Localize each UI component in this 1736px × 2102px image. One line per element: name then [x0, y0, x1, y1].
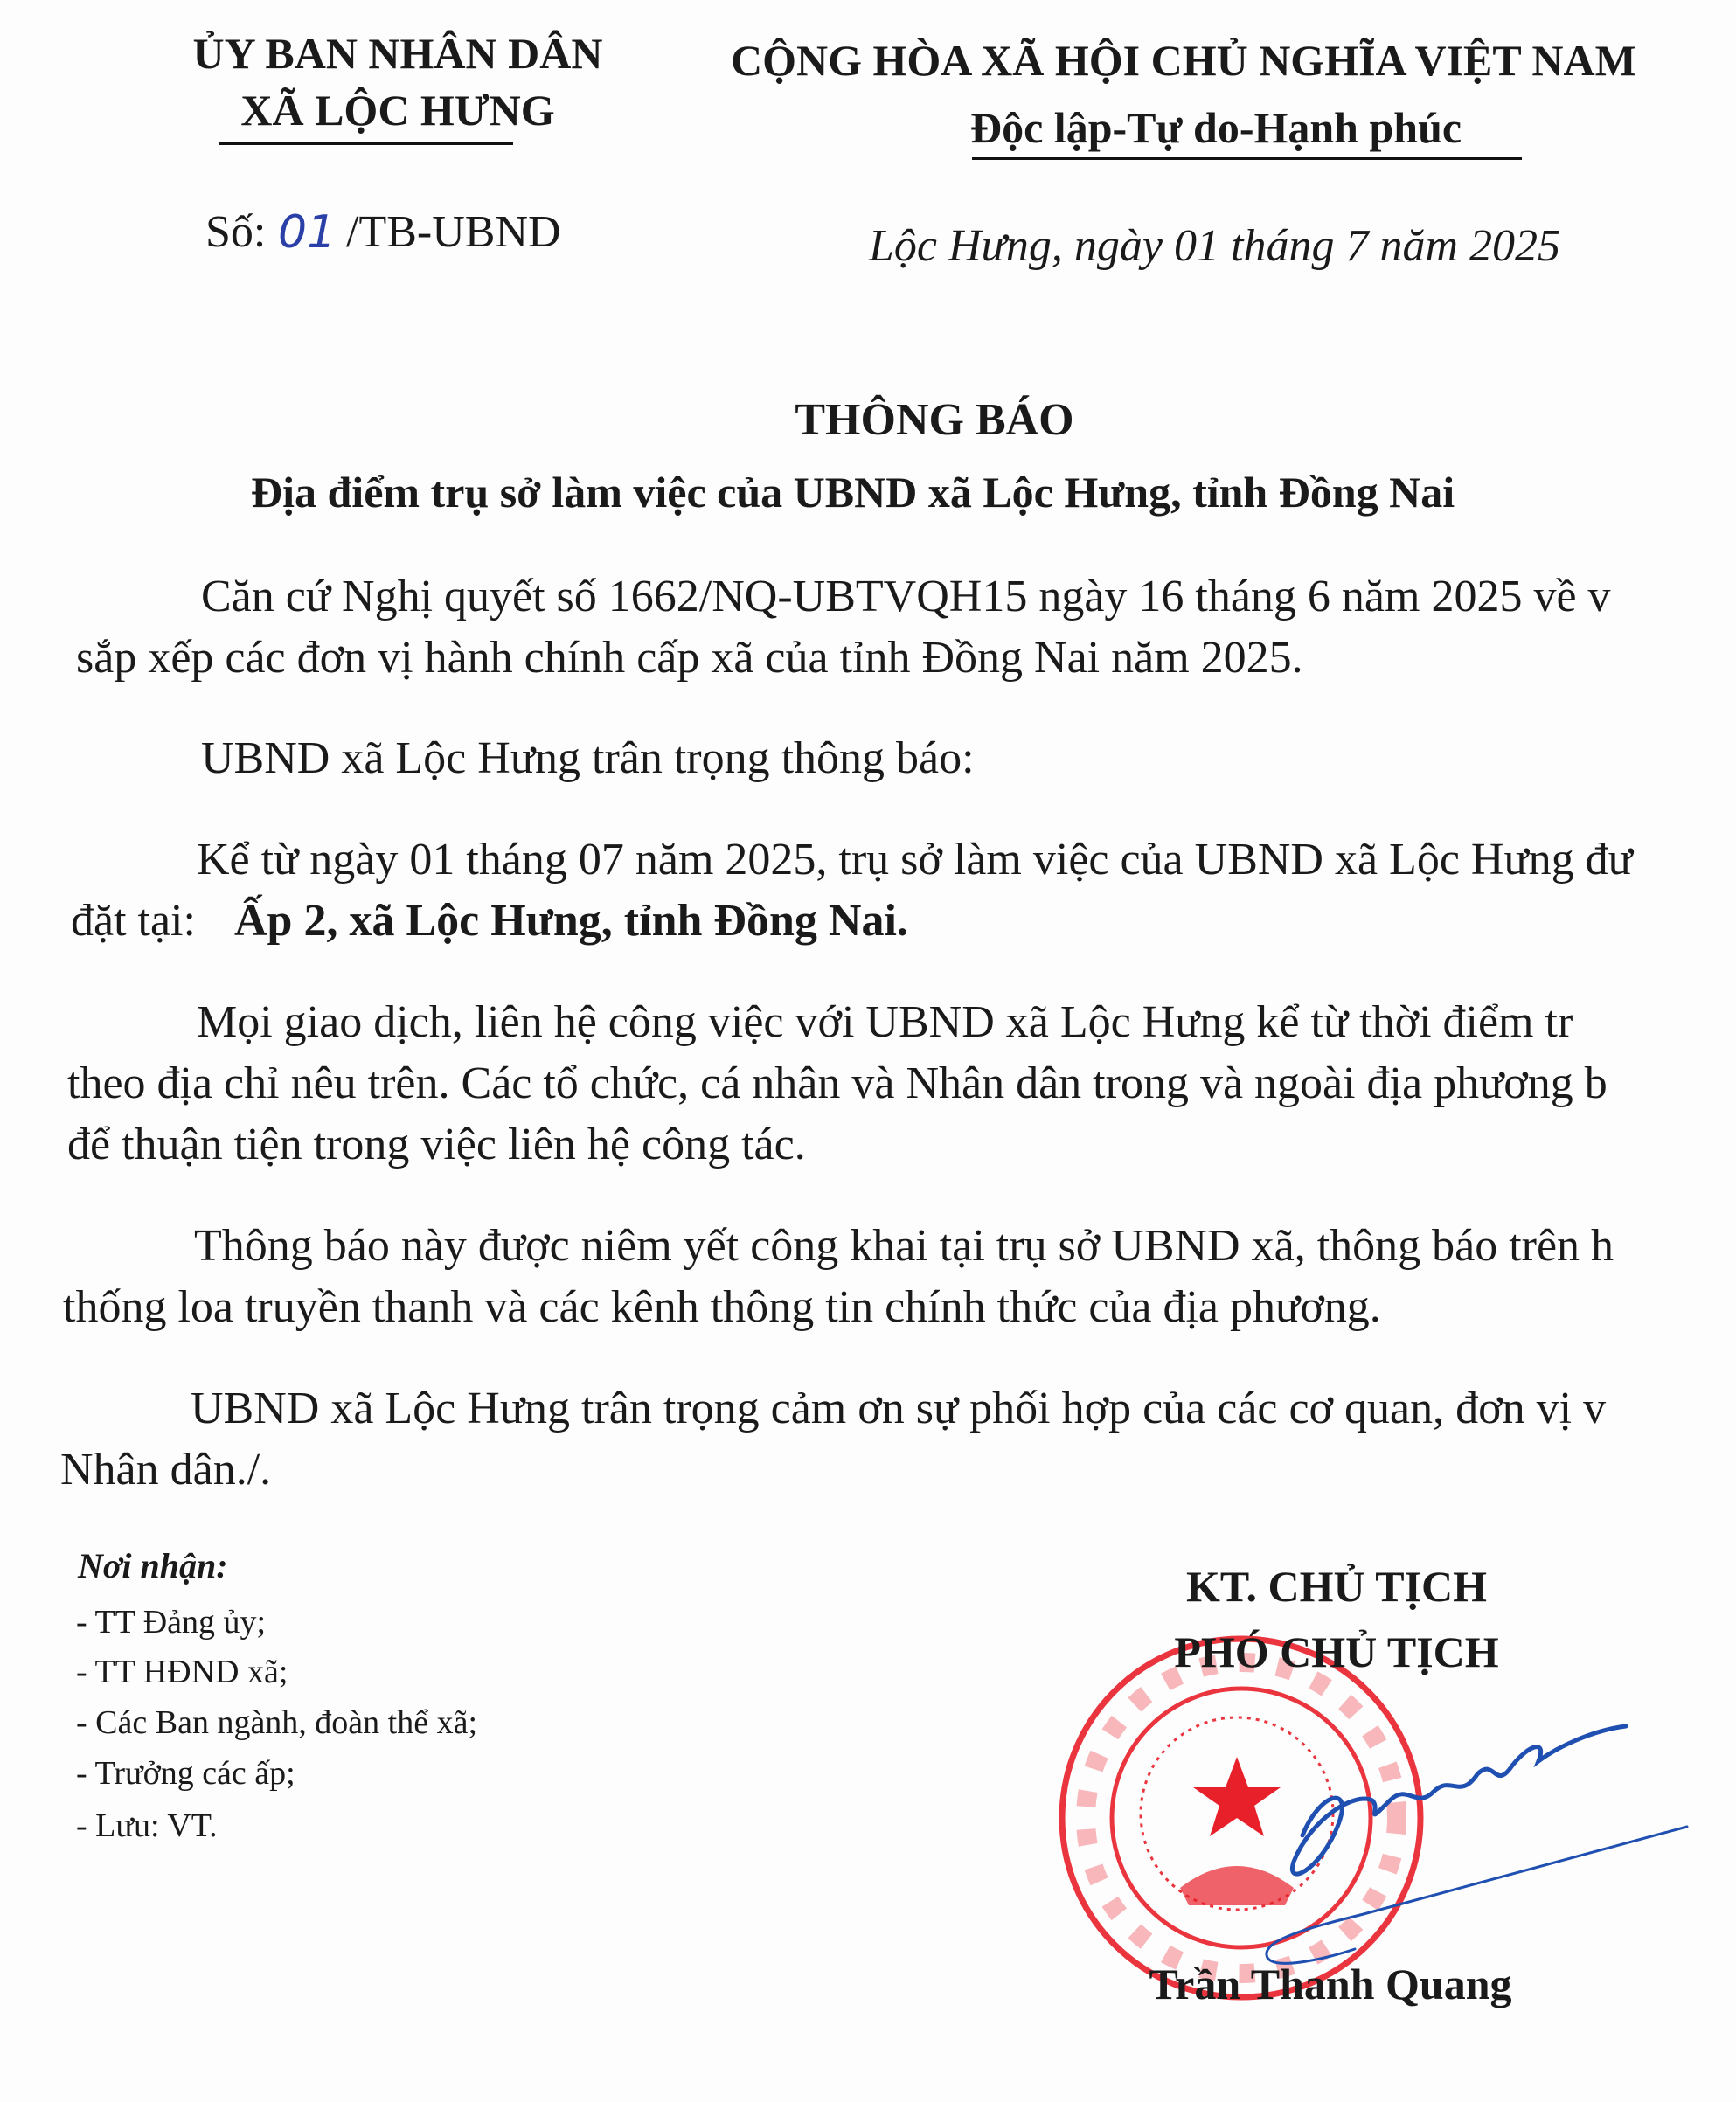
motto-underline: [972, 157, 1522, 160]
national-motto: Độc lập-Tự do-Hạnh phúc: [970, 103, 1462, 152]
para4-line1: Mọi giao dịch, liên hệ công việc với UBND xã Lộc Hưng kể từ thời điểm tr: [197, 997, 1573, 1047]
document-subtitle: Địa điểm trụ sở làm việc của UBND xã Lộc Hưng, tỉnh Đồng Nai: [251, 468, 1455, 517]
signer-name: Trần Thanh Quang: [1149, 1960, 1512, 2008]
issuer-line1: ỦY BAN NHÂN DÂN: [192, 29, 603, 78]
para1-line2: sắp xếp các đơn vị hành chính cấp xã của tỉnh Đồng Nai năm 2025.: [76, 633, 1303, 683]
para6-line2: Nhân dân./.: [60, 1445, 272, 1495]
recipient-item: - Các Ban ngành, đoàn thể xã;: [76, 1704, 478, 1741]
recipient-item: - Trưởng các ấp;: [76, 1755, 295, 1792]
document-title: THÔNG BÁO: [795, 395, 1074, 445]
date-line: Lộc Hưng, ngày 01 tháng 7 năm 2025: [869, 221, 1560, 271]
number-prefix: Số:: [205, 207, 267, 257]
handwritten-signature: [1206, 1661, 1696, 1993]
para1-line1: Căn cứ Nghị quyết số 1662/NQ-UBTVQH15 ngày 16 tháng 6 năm 2025 về v: [201, 572, 1611, 621]
issuer-line2: XÃ LỘC HƯNG: [240, 86, 555, 135]
para4-line2: theo địa chỉ nêu trên. Các tổ chức, cá nhân và Nhân dân trong và ngoài địa phương b: [67, 1058, 1608, 1108]
number-suffix: /TB-UBND: [346, 207, 561, 257]
para2-line1: UBND xã Lộc Hưng trân trọng thông báo:: [201, 733, 975, 783]
para5-line2: thống loa truyền thanh và các kênh thông tin chính thức của địa phương.: [63, 1282, 1381, 1332]
office-address: Ấp 2, xã Lộc Hưng, tỉnh Đồng Nai.: [234, 896, 908, 946]
signer-title: PHÓ CHỦ TỊCH: [1174, 1627, 1499, 1676]
recipient-item: - TT HĐND xã;: [76, 1654, 288, 1690]
recipient-item: - TT Đảng ủy;: [76, 1604, 267, 1641]
recipient-item: - Lưu: VT.: [76, 1807, 218, 1844]
para4-line3: để thuận tiện trong việc liên hệ công tác.: [67, 1120, 806, 1169]
signer-authority: KT. CHỦ TỊCH: [1185, 1562, 1488, 1611]
issuer-underline: [219, 142, 513, 145]
address-label: đặt tại:: [71, 896, 196, 946]
national-title: CỘNG HÒA XÃ HỘI CHỦ NGHĨA VIỆT NAM: [731, 36, 1636, 85]
para5-line1: Thông báo này được niêm yết công khai tại trụ sở UBND xã, thông báo trên h: [194, 1221, 1614, 1271]
para6-line1: UBND xã Lộc Hưng trân trọng cảm ơn sự phối hợp của các cơ quan, đơn vị v: [191, 1384, 1607, 1433]
para3-line1: Kể từ ngày 01 tháng 07 năm 2025, trụ sở làm việc của UBND xã Lộc Hưng đư: [197, 835, 1633, 885]
recipients-label: Nơi nhận:: [78, 1546, 228, 1585]
handwritten-number: 01: [278, 206, 337, 259]
